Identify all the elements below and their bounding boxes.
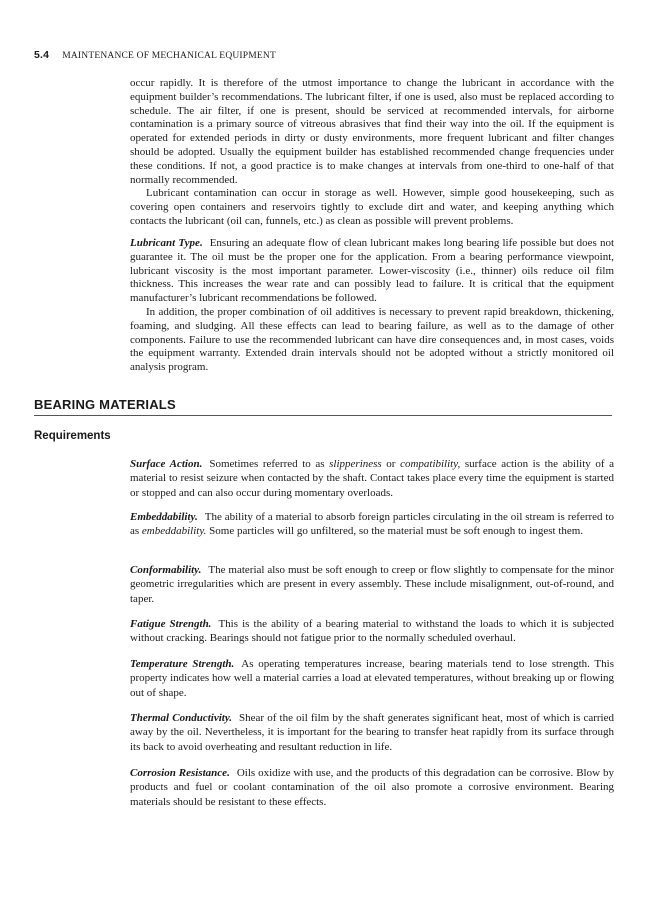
surface-action-heading: Surface Action.	[130, 458, 203, 470]
running-header	[34, 49, 276, 61]
page-number: 5.4	[34, 49, 50, 61]
surface-action-term-2: compatibility,	[400, 458, 461, 470]
surface-action-text-b: or	[381, 458, 401, 470]
surface-action-text-c: surface action is the ability of a material to resist seizure when contacted by the shaft. Contact takes place every time the equipment is started or stopped and can also occur during momentary overloads.	[130, 458, 614, 499]
requirement-temperature-strength	[130, 657, 614, 700]
requirement-embeddability	[130, 510, 614, 539]
requirement-fatigue-strength	[130, 617, 614, 646]
intro-section	[130, 77, 614, 229]
section-heading: BEARING MATERIALS	[34, 397, 612, 416]
requirement-thermal-conductivity	[130, 711, 614, 754]
intro-paragraph-2: Lubricant contamination can occur in storage as well. However, simple good housekeeping, such as covering open containers and reservoirs tightly to exclude dirt and water, and keeping anything which contacts the lubricant (oil can, funnels, etc.) as clean as possible will prevent problems.	[130, 187, 614, 227]
lubricant-type-heading: Lubricant Type.	[130, 237, 203, 249]
corrosion-resistance-text: Oils oxidize with use, and the products of this degradation can be corrosive. Blow by products and fuel or coolant contamination of the oil also promote a corrosive environment. Bearing materials should be resistant to these effects.	[130, 767, 614, 808]
thermal-conductivity-heading: Thermal Conductivity.	[130, 712, 233, 724]
fatigue-strength-heading: Fatigue Strength.	[130, 618, 212, 630]
lubricant-type-text: Ensuring an adequate flow of clean lubricant makes long bearing life possible but does not guarantee it. The oil must be the proper one for the application. From a bearing performance viewpoint, lubricant viscosity is the most important parameter. Lower-viscosity (i.e., thinner) oils reduce oil film thickness. This increases the wear rate and can possibly lead to failure. It is critical that the equipment manufacturer’s lubricant recommendations be followed.	[130, 237, 614, 305]
corrosion-resistance-heading: Corrosion Resistance.	[130, 767, 230, 779]
surface-action-term-1: slipperiness	[329, 458, 382, 470]
lubricant-type-paragraph-1	[130, 237, 614, 306]
thermal-conductivity-text: Shear of the oil film by the shaft generates significant heat, most of which is carried away by the oil. Nevertheless, it is important for the bearing to transfer heat rapidly from its surface through its back to avoid overheating and resultant reduction in life.	[130, 712, 614, 753]
intro-paragraph-1: occur rapidly. It is therefore of the utmost importance to change the lubricant in accordance with the equipment builder’s recommendations. The lubricant filter, if one is used, also must be replaced according to schedule. The air filter, if one is present, should be serviced at recommended intervals, for airborne contamination is a primary source of vitreous abrasives that find their way into the oil. If the equipment is operated for extended periods in dirty or dusty environments, more frequent lubricant and filter changes should be adopted. Usually the equipment builder has established recommended change frequencies under these conditions. If not, a good practice is to make changes at intervals from one-third to one-half of that normally recommended.	[130, 77, 614, 186]
conformability-heading: Conformability.	[130, 564, 202, 576]
temperature-strength-text: As operating temperatures increase, bearing materials tend to lose strength. This property indicates how well a material carries a load at elevated temperatures, without breaking up or flowing out of shape.	[130, 658, 614, 699]
surface-action-text-a: Sometimes referred to as	[209, 458, 330, 470]
embeddability-text-a: The ability of a material to absorb foreign particles circulating in the oil stream is referred to as	[130, 511, 614, 538]
requirement-conformability	[130, 563, 614, 606]
embeddability-heading: Embeddability.	[130, 511, 198, 523]
embeddability-term: embeddability.	[141, 525, 207, 538]
embeddability-text-b: Some particles will go unfiltered, so the material must be soft enough to ingest them.	[206, 525, 584, 538]
requirement-surface-action	[130, 457, 614, 500]
temperature-strength-heading: Temperature Strength.	[130, 658, 235, 670]
lubricant-type-paragraph-2: In addition, the proper combination of oil additives is necessary to prevent rapid breakdown, thickening, foaming, and sludging. All these effects can lead to bearing failure, as well as to the damage of other components. Failure to use the recommended lubricant can have dire consequences and, in most cases, voids the equipment warranty. Extended drain intervals should not be adopted without a strictly monitored oil analysis program.	[130, 305, 614, 374]
lubricant-type-section	[130, 237, 614, 375]
subsection-heading: Requirements	[34, 430, 111, 442]
requirement-corrosion-resistance	[130, 766, 614, 809]
conformability-text: The material also must be soft enough to creep or flow slightly to compensate for the minor geometric irregularities which are present in every assembly. These include misalignment, out-of-round, and taper.	[130, 564, 614, 605]
fatigue-strength-text: This is the ability of a bearing material to withstand the loads to which it is subjected without cracking. Bearings should not fatigue prior to the normally scheduled overhaul.	[130, 618, 615, 645]
chapter-title: MAINTENANCE OF MECHANICAL EQUIPMENT	[62, 51, 276, 61]
